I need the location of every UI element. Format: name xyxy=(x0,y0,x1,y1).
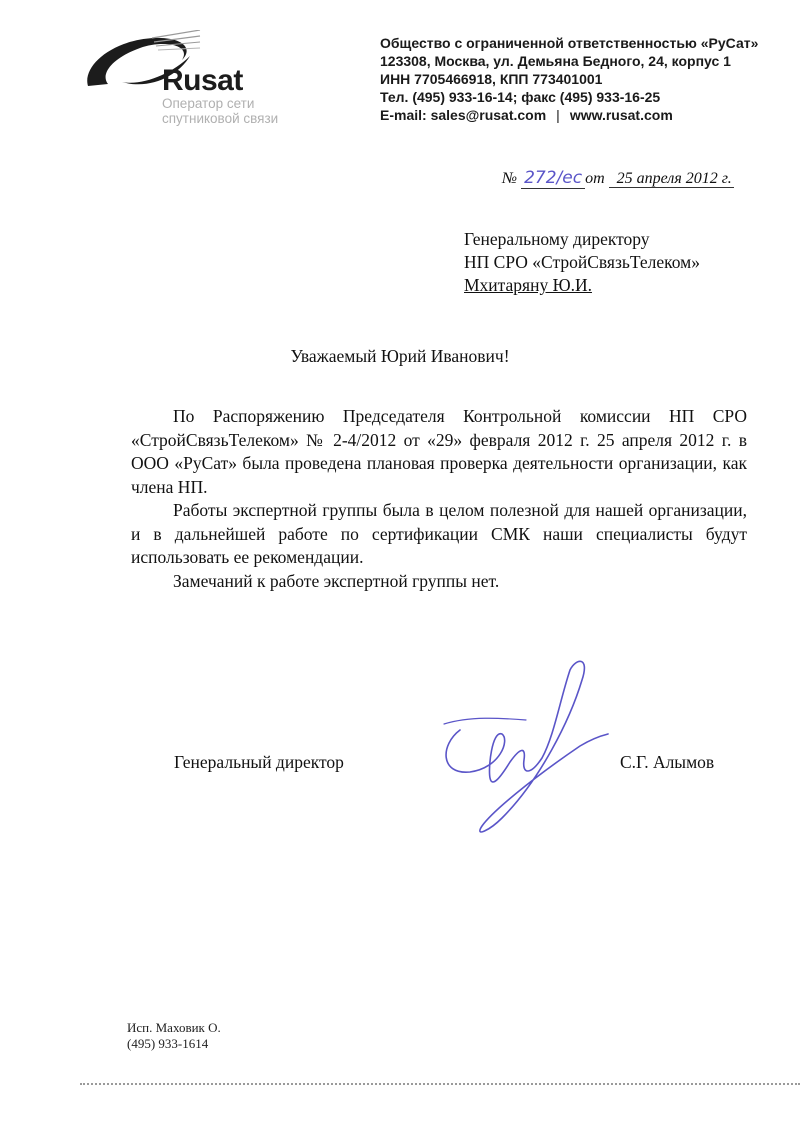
company-logo xyxy=(82,30,322,130)
logo-tagline xyxy=(162,96,278,126)
company-address: 123308, Москва, ул. Демьяна Бедного, 24, корпус 1 xyxy=(380,53,731,69)
company-details xyxy=(380,34,790,124)
company-phones: Тел. (495) 933-16-14; факс (495) 933-16-25 xyxy=(380,89,661,105)
company-email[interactable]: E-mail: sales@rusat.com xyxy=(380,107,547,123)
logo-wordmark: Rusat xyxy=(162,64,243,97)
handwritten-signature xyxy=(430,650,610,850)
reference-date-prefix: от xyxy=(585,170,605,187)
letter-body xyxy=(131,405,747,593)
company-contacts xyxy=(380,106,790,124)
reference-date: 25 апреля 2012 г. xyxy=(609,170,734,188)
outgoing-reference xyxy=(502,168,734,189)
addressee-organization: НП СРО «СтройСвязьТелеком» xyxy=(464,252,700,272)
body-paragraph-2: Работы экспертной группы была в целом полезной для нашей организации, и в дальнейшей работе по сертификации СМК наши специалисты будут использовать ее рекомендации. xyxy=(131,500,747,567)
reference-number: 272/ec xyxy=(521,168,585,189)
logo-tagline-line-1: Оператор сети xyxy=(162,96,255,111)
company-name: Общество с ограниченной ответственностью «РуСат» xyxy=(380,35,759,51)
footer-divider xyxy=(80,1083,800,1085)
executor-phone: (495) 933-1614 xyxy=(127,1036,209,1051)
salutation: Уважаемый Юрий Иванович! xyxy=(290,346,510,366)
addressee-position: Генеральному директору xyxy=(464,229,650,249)
reference-number-prefix: № xyxy=(502,170,518,187)
logo-tagline-line-2: спутниковой связи xyxy=(162,111,279,126)
executor-name: Исп. Маховик О. xyxy=(127,1020,221,1035)
contact-separator: | xyxy=(556,107,560,123)
addressee-block xyxy=(464,228,700,297)
body-paragraph-3: Замечаний к работе экспертной группы нет. xyxy=(173,570,500,591)
company-inn-kpp: ИНН 7705466918, КПП 773401001 xyxy=(380,71,603,87)
addressee-name: Мхитаряну Ю.И. xyxy=(464,275,592,295)
executor-info xyxy=(127,1020,221,1052)
body-paragraph-1: По Распоряжению Председателя Контрольной комиссии НП СРО «СтройСвязьТелеком» № 2-4/2012 от «29» февраля 2012 г. 25 апреля 2012 г. в ООО «РуСат» была проведена плановая проверка деятельности организации, как члена НП. xyxy=(131,406,747,497)
company-website[interactable]: www.rusat.com xyxy=(569,107,673,123)
signer-title: Генеральный директор xyxy=(174,752,344,772)
signer-name: С.Г. Алымов xyxy=(620,752,715,772)
